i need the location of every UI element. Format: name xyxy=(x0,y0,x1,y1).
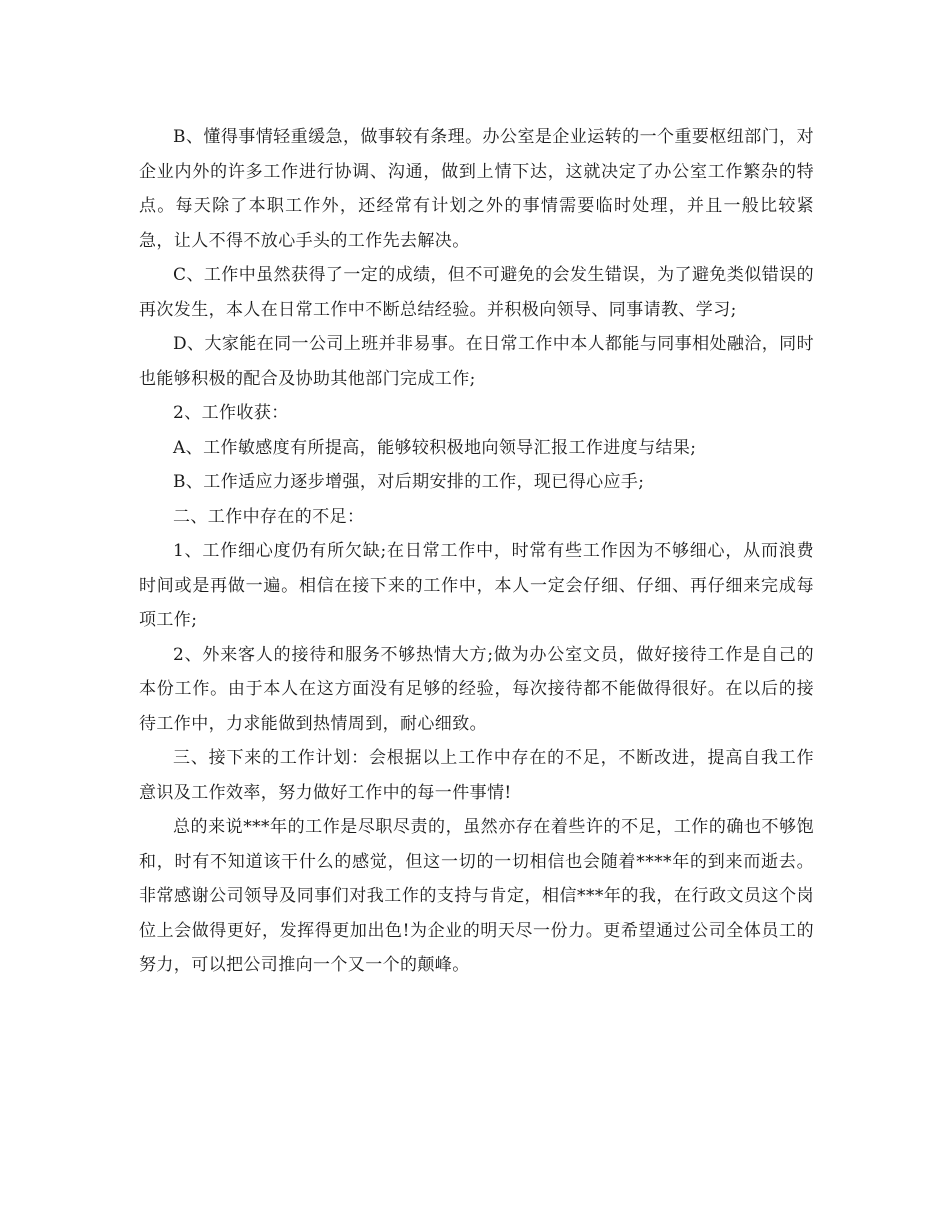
paragraph-a-sensitivity: A、工作敏感度有所提高，能够较积极地向领导汇报工作进度与结果; xyxy=(173,437,697,458)
paragraph-d-cooperation: D、大家能在同一公司上班并非易事。在日常工作中本人都能与同事相处融洽，同时也能够积极的配合及协助其他部门完成工作; xyxy=(139,334,814,389)
heading-work-gains: 2、工作收获： xyxy=(173,403,289,423)
document-body xyxy=(139,120,814,983)
paragraph-1-carefulness: 1、工作细心度仍有所欠缺;在日常工作中，时常有些工作因为不够细心，从而浪费时间或是再做一遍。相信在接下来的工作中，本人一定会仔细、仔细、再仔细来完成每项工作; xyxy=(139,541,814,630)
paragraph-b-priorities: B、懂得事情轻重缓急，做事较有条理。办公室是企业运转的一个重要枢纽部门，对企业内外的许多工作进行协调、沟通，做到上情下达，这就决定了办公室工作繁杂的特点。每天除了本职工作外，还经常有计划之外的事情需要临时处理，并且一般比较紧急，让人不得不放心手头的工作先去解决。 xyxy=(139,127,814,251)
paragraph-b-adaptability: B、工作适应力逐步增强，对后期安排的工作，现已得心应手; xyxy=(173,472,645,492)
paragraph-work-plan: 三、接下来的工作计划：会根据以上工作中存在的不足，不断改进，提高自我工作意识及工作效率，努力做好工作中的每一件事情! xyxy=(139,748,814,803)
paragraph-c-mistakes: C、工作中虽然获得了一定的成绩，但不可避免的会发生错误，为了避免类似错误的再次发生，本人在日常工作中不断总结经验。并积极向领导、同事请教、学习; xyxy=(139,265,814,320)
paragraph-2-reception: 2、外来客人的接待和服务不够热情大方;做为办公室文员，做好接待工作是自己的本份工作。由于本人在这方面没有足够的经验，每次接待都不能做得很好。在以后的接待工作中，力求能做到热情周到，耐心细致。 xyxy=(139,644,814,734)
heading-shortcomings: 二、工作中存在的不足： xyxy=(173,506,365,527)
paragraph-summary: 总的来说***年的工作是尽职尽责的，虽然亦存在着些许的不足，工作的确也不够饱和，时有不知道该干什么的感觉，但这一切的一切相信也会随着****年的到来而逝去。非常感谢公司领导及同事们对我工作的支持与肯定，相信***年的我，在行政文员这个岗位上会做得更好，发挥得更加出色!为企业的明天尽一份力。更希望通过公司全体员工的努力，可以把公司推向一个又一个的颠峰。 xyxy=(139,817,814,975)
